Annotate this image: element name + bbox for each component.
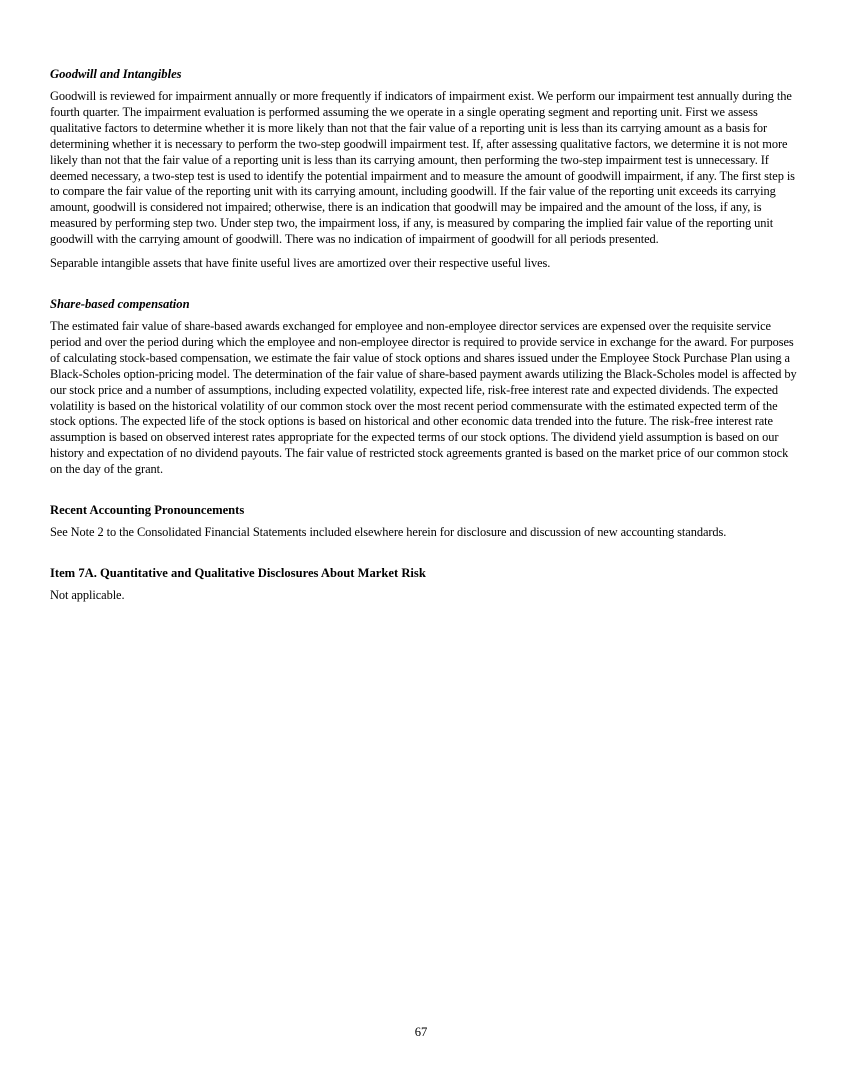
- share-based-paragraph-1: The estimated fair value of share-based awards exchanged for employee and non-employee director services are expensed over the requisite service period and over the period during which the employee and non-employee director is required to provide service in exchange for the award. For purposes of calculating stock-based compensation, we estimate the fair value of stock options and shares issued under the Employee Stock Purchase Plan using a Black-Scholes option-pricing model. The determination of the fair value of share-based payment awards utilizing the Black-Scholes model is affected by our stock price and a number of assumptions, including expected volatility, expected life, risk-free interest rate and expected dividends. The expected volatility is based on the historical volatility of our common stock over the most recent period commensurate with the estimated expected term of the stock options. The expected life of the stock options is based on historical and other economic data trended into the future. The risk-free interest rate assumption is based on observed interest rates appropriate for the expected terms of our stock options. The dividend yield assumption is based on our history and expectation of no dividend payouts. The fair value of restricted stock agreements granted is based on the market price of our common stock on the day of the grant.: [50, 318, 797, 477]
- section-spacer: [50, 280, 798, 296]
- share-based-heading: Share-based compensation: [50, 296, 190, 311]
- goodwill-heading: Goodwill and Intangibles: [50, 67, 182, 81]
- page-number: 67: [414, 1025, 428, 1039]
- section-spacer: [50, 549, 798, 565]
- goodwill-paragraph-2: Separable intangible assets that have finite useful lives are amortized over their respective useful lives.: [50, 256, 551, 271]
- goodwill-paragraph-1: Goodwill is reviewed for impairment annually or more frequently if indicators of impairment exist. We perform our impairment test annually during the fourth quarter. The impairment evaluation is performed assuming the we operate in a single operating segment and reporting unit. First we assess qualitative factors to determine whether it is more likely than not that the fair value of a reporting unit is less than its carrying amount as a basis for determining whether it is necessary to perform the two-step goodwill impairment test. If, after assessing qualitative factors, we determine it is not more likely than not that the fair value of a reporting unit is less than its carrying amount, then performing the two-step impairment test is unnecessary. If deemed necessary, a two-step test is used to identify the potential impairment and to measure the amount of goodwill impairment, if any. The first step is to compare the fair value of the reporting unit with its carrying amount, including goodwill. If the fair value of the reporting unit exceeds its carrying amount, goodwill is considered not impaired; otherwise, there is an indication that goodwill may be impaired and the amount of the loss, if any, is measured by performing step two. Under step two, the impairment loss, if any, is measured by comparing the implied fair value of the reporting unit goodwill with the carrying amount of goodwill. There was no indication of impairment of goodwill for all periods presented.: [50, 89, 795, 247]
- recent-pronouncements-paragraph-1: See Note 2 to the Consolidated Financial Statements included elsewhere herein for disclosure and discussion of new accounting standards.: [50, 525, 727, 540]
- document-page: [50, 66, 798, 612]
- item-7a-heading: Item 7A. Quantitative and Qualitative Disclosures About Market Risk: [50, 565, 426, 580]
- item-7a-paragraph-1: Not applicable.: [50, 587, 125, 602]
- section-spacer: [50, 486, 798, 502]
- recent-pronouncements-heading: Recent Accounting Pronouncements: [50, 503, 245, 518]
